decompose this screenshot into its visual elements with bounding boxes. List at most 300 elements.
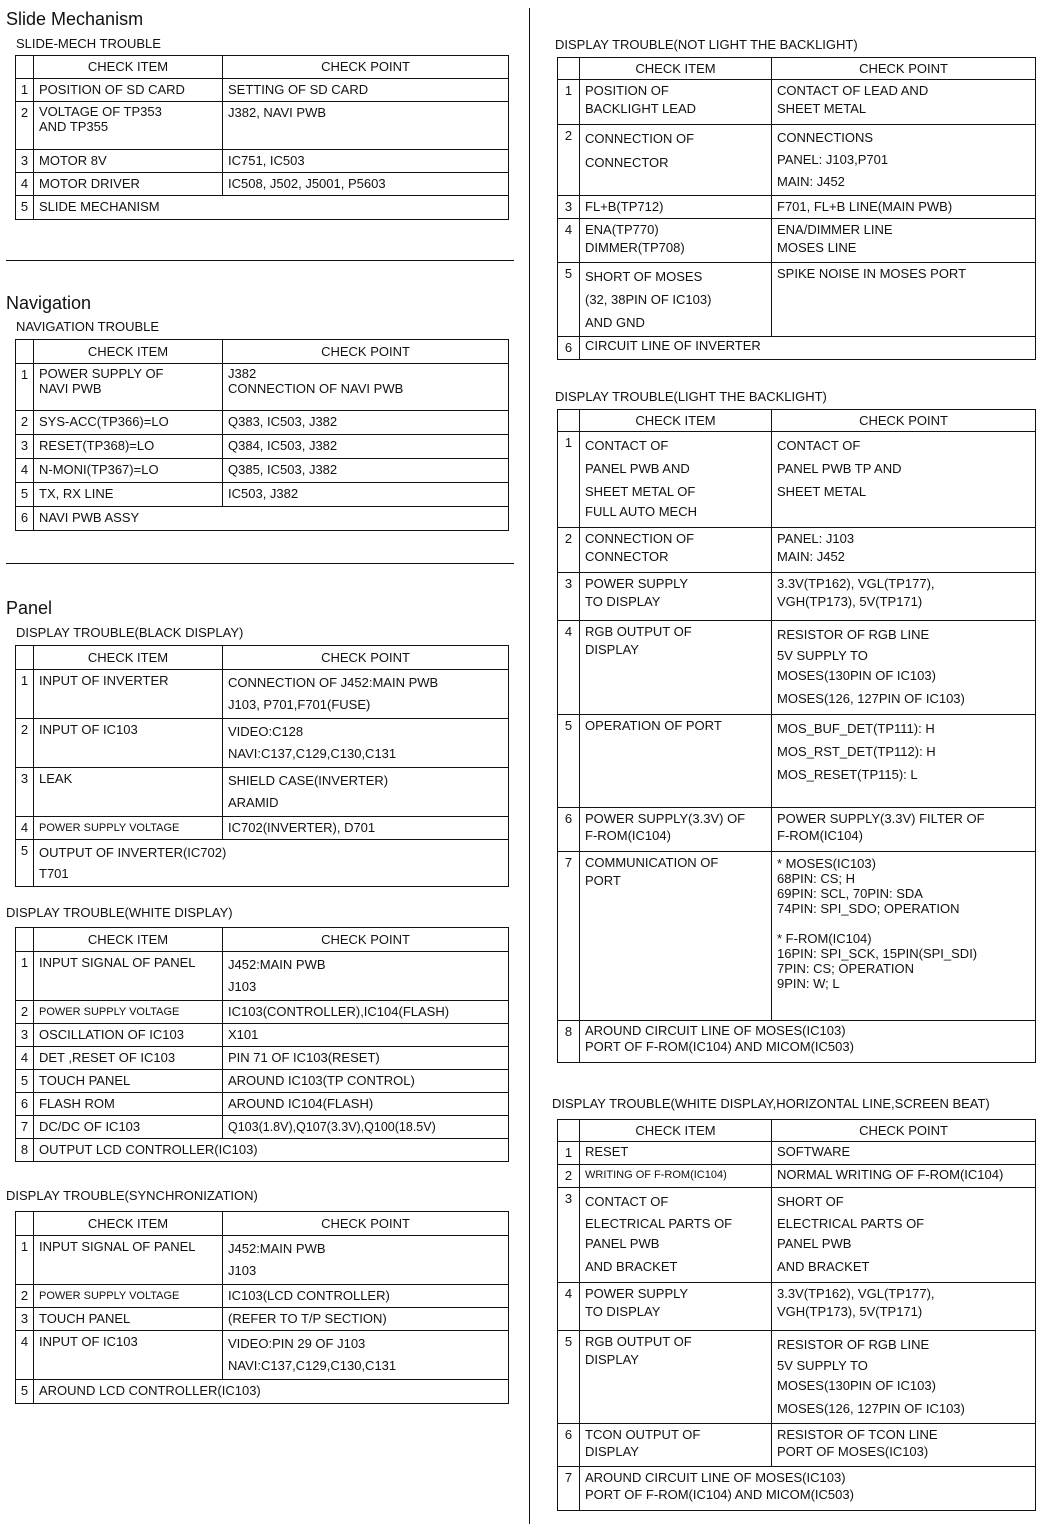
check-point — [772, 125, 1036, 196]
line: CONNECTOR — [585, 155, 669, 170]
line: F-ROM(IC104) — [585, 828, 671, 843]
line: VGH(TP173), 5V(TP171) — [777, 1304, 923, 1319]
table-row — [16, 411, 509, 435]
table-row — [558, 852, 1036, 1021]
table-title-slide-mech: SLIDE-MECH TROUBLE — [16, 36, 161, 51]
line: RESISTOR OF TCON LINE — [777, 1427, 938, 1442]
line: ENA/DIMMER LINE — [777, 222, 893, 237]
check-item: MOTOR 8V — [34, 150, 223, 173]
row-number: 2 — [16, 719, 34, 768]
line: PANEL PWB — [585, 1236, 660, 1251]
table-row — [558, 1021, 1036, 1063]
check-item: N-MONI(TP367)=LO — [34, 459, 223, 483]
row-number: 4 — [558, 1283, 580, 1331]
check-item — [34, 102, 223, 150]
line: CONTACT OF LEAD AND — [777, 83, 929, 98]
row-number: 5 — [16, 1070, 34, 1093]
line: RESISTOR OF RGB LINE — [777, 627, 930, 642]
line: MOSES(130PIN OF IC103) — [777, 668, 936, 683]
row-number: 4 — [558, 621, 580, 715]
line: TO DISPLAY — [585, 594, 661, 609]
check-point — [772, 432, 1036, 528]
table-header — [16, 928, 509, 952]
line: ARAMID — [228, 795, 279, 810]
check-item — [580, 573, 772, 621]
table-row — [558, 432, 1036, 528]
line: 74PIN: SPI_SDO; OPERATION — [777, 901, 960, 916]
table-row — [16, 364, 509, 411]
row-number: 2 — [558, 1165, 580, 1188]
check-item — [580, 852, 772, 1021]
line: VGH(TP173), 5V(TP171) — [777, 594, 923, 609]
check-item — [580, 432, 772, 528]
check-item-span: OUTPUT LCD CONTROLLER(IC103) — [34, 1139, 509, 1162]
row-number: 2 — [558, 528, 580, 573]
check-point — [772, 852, 1036, 1021]
check-item: SYS-ACC(TP366)=LO — [34, 411, 223, 435]
check-point: IC702(INVERTER), D701 — [223, 817, 509, 840]
check-point: Q383, IC503, J382 — [223, 411, 509, 435]
check-item: RESET — [580, 1142, 772, 1165]
check-item: INPUT OF IC103 — [34, 719, 223, 768]
line: 16PIN: SPI_SCK, 15PIN(SPI_SDI) — [777, 946, 978, 961]
line: PANEL: J103,P701 — [777, 152, 889, 167]
table-row — [16, 768, 509, 817]
section-title-slide-mechanism: Slide Mechanism — [6, 9, 144, 29]
row-number: 1 — [558, 80, 580, 125]
table-row — [16, 102, 509, 150]
line: J452:MAIN PWB — [228, 957, 326, 972]
line: TCON OUTPUT OF — [585, 1427, 701, 1442]
table-row — [16, 1308, 509, 1331]
check-item-span: AROUND LCD CONTROLLER(IC103) — [34, 1380, 509, 1404]
light-backlight-table — [557, 409, 1036, 1063]
line: PANEL PWB TP AND — [777, 461, 902, 476]
line: SHORT OF — [777, 1194, 844, 1209]
table-row — [558, 196, 1036, 219]
line: SHIELD CASE(INVERTER) — [228, 773, 389, 788]
row-number: 7 — [558, 852, 580, 1021]
table-row — [558, 125, 1036, 196]
row-number: 1 — [16, 364, 34, 411]
check-item: INPUT OF INVERTER — [34, 670, 223, 719]
check-item: TOUCH PANEL — [34, 1070, 223, 1093]
line: SHEET METAL OF — [585, 484, 696, 499]
line: PANEL PWB — [777, 1236, 852, 1251]
line: COMMUNICATION OF — [585, 855, 719, 870]
slide-mech-table — [15, 55, 509, 220]
header-no — [16, 1212, 34, 1236]
check-point: NORMAL WRITING OF F-ROM(IC104) — [772, 1165, 1036, 1188]
check-item — [580, 219, 772, 263]
table-row — [16, 817, 509, 840]
check-item — [580, 80, 772, 125]
row-number: 6 — [16, 507, 34, 531]
line: CONTACT OF — [585, 1194, 669, 1209]
line: PORT — [585, 873, 621, 888]
table-row — [16, 483, 509, 507]
check-point — [772, 621, 1036, 715]
line: CONNECTOR — [585, 549, 669, 564]
line: CONNECTION OF NAVI PWB — [228, 381, 404, 396]
table-title-black-display: DISPLAY TROUBLE(BLACK DISPLAY) — [16, 625, 244, 640]
check-point — [223, 952, 509, 1001]
table-row — [558, 1188, 1036, 1283]
check-point — [772, 715, 1036, 808]
check-point — [223, 719, 509, 768]
line: MOS_RESET(TP115): L — [777, 767, 918, 782]
line: POWER SUPPLY — [585, 576, 689, 591]
check-item-span — [580, 1021, 1036, 1063]
check-item: INPUT OF IC103 — [34, 1331, 223, 1380]
line: CONNECTIONS — [777, 130, 874, 145]
check-item: POWER SUPPLY VOLTAGE — [34, 1001, 223, 1024]
line: MAIN: J452 — [777, 174, 845, 189]
line: J103 — [228, 979, 257, 994]
header-check-item: CHECK ITEM — [34, 1212, 223, 1236]
header-no — [558, 410, 580, 432]
check-item: FLASH ROM — [34, 1093, 223, 1116]
check-item-span: CIRCUIT LINE OF INVERTER — [580, 337, 1036, 360]
line: 9PIN: W; L — [777, 976, 840, 991]
table-row — [558, 219, 1036, 263]
header-no — [16, 646, 34, 670]
table-row — [558, 715, 1036, 808]
line: * F-ROM(IC104) — [777, 931, 872, 946]
check-point — [223, 364, 509, 411]
header-check-item: CHECK ITEM — [580, 58, 772, 80]
header-no — [16, 56, 34, 79]
line: NAVI PWB — [39, 381, 102, 396]
table-row — [16, 1001, 509, 1024]
check-item-span — [580, 1467, 1036, 1511]
table-row — [16, 1285, 509, 1308]
table-row — [558, 1467, 1036, 1511]
line: 3.3V(TP162), VGL(TP177), — [777, 1286, 935, 1301]
header-check-point: CHECK POINT — [223, 56, 509, 79]
line: TO DISPLAY — [585, 1304, 661, 1319]
table-header — [16, 1212, 509, 1236]
check-item: TOUCH PANEL — [34, 1308, 223, 1331]
section-title-navigation: Navigation — [6, 293, 92, 313]
table-title-synchronization: DISPLAY TROUBLE(SYNCHRONIZATION) — [6, 1188, 258, 1203]
horizontal-line-table — [557, 1119, 1036, 1511]
row-number: 8 — [558, 1021, 580, 1063]
check-item: OSCILLATION OF IC103 — [34, 1024, 223, 1047]
line: * MOSES(IC103) — [777, 856, 876, 871]
table-header — [558, 410, 1036, 432]
line: MOSES LINE — [777, 240, 857, 255]
table-row — [16, 507, 509, 531]
table-row — [16, 1331, 509, 1380]
row-number: 5 — [558, 1331, 580, 1424]
header-check-point: CHECK POINT — [223, 646, 509, 670]
line: 5V SUPPLY TO — [777, 648, 868, 663]
table-row — [558, 263, 1036, 337]
table-row — [16, 459, 509, 483]
table-row — [16, 150, 509, 173]
line: RGB OUTPUT OF — [585, 1334, 692, 1349]
header-check-item: CHECK ITEM — [34, 928, 223, 952]
table-row — [16, 840, 509, 887]
line: VIDEO:C128 — [228, 724, 304, 739]
line: MAIN: J452 — [777, 549, 845, 564]
check-point — [772, 573, 1036, 621]
line: NAVI:C137,C129,C130,C131 — [228, 1358, 397, 1373]
line: DISPLAY — [585, 1444, 639, 1459]
check-point — [772, 1424, 1036, 1467]
row-number: 3 — [16, 150, 34, 173]
table-title-not-light-backlight: DISPLAY TROUBLE(NOT LIGHT THE BACKLIGHT) — [555, 37, 858, 52]
check-point — [772, 80, 1036, 125]
line: MOSES(126, 127PIN OF IC103) — [777, 1401, 965, 1416]
line: ENA(TP770) — [585, 222, 659, 237]
line: PORT OF MOSES(IC103) — [777, 1444, 929, 1459]
header-check-item: CHECK ITEM — [34, 56, 223, 79]
row-number: 2 — [16, 411, 34, 435]
line: VOLTAGE OF TP353 — [39, 104, 162, 119]
table-title-white-display: DISPLAY TROUBLE(WHITE DISPLAY) — [6, 905, 233, 920]
header-check-item: CHECK ITEM — [34, 646, 223, 670]
check-point: AROUND IC103(TP CONTROL) — [223, 1070, 509, 1093]
table-row — [558, 80, 1036, 125]
line: RESISTOR OF RGB LINE — [777, 1337, 930, 1352]
check-point — [223, 1331, 509, 1380]
table-row — [16, 435, 509, 459]
line: 68PIN: CS; H — [777, 871, 856, 886]
line: J103, P701,F701(FUSE) — [228, 697, 371, 712]
line: POWER SUPPLY(3.3V) OF — [585, 811, 746, 826]
table-row — [16, 1139, 509, 1162]
header-no — [16, 928, 34, 952]
check-item: DC/DC OF IC103 — [34, 1116, 223, 1139]
check-item — [580, 125, 772, 196]
check-item: TX, RX LINE — [34, 483, 223, 507]
line: CONNECTION OF — [585, 531, 695, 546]
check-point: SETTING OF SD CARD — [223, 79, 509, 102]
table-row — [16, 1116, 509, 1139]
table-row — [16, 173, 509, 196]
table-header — [16, 646, 509, 670]
check-item — [580, 263, 772, 337]
line: MOSES(130PIN OF IC103) — [777, 1378, 936, 1393]
row-number: 3 — [16, 1308, 34, 1331]
table-row — [558, 573, 1036, 621]
row-number: 2 — [16, 1285, 34, 1308]
line: VIDEO:PIN 29 OF J103 — [228, 1336, 366, 1351]
row-number: 3 — [16, 768, 34, 817]
line: CONNECTION OF J452:MAIN PWB — [228, 675, 439, 690]
check-point: IC508, J502, J5001, P5603 — [223, 173, 509, 196]
line: ELECTRICAL PARTS OF — [777, 1216, 925, 1231]
line: AND GND — [585, 315, 645, 330]
check-item-span: SLIDE MECHANISM — [34, 196, 509, 220]
line: 7PIN: CS; OPERATION — [777, 961, 915, 976]
row-number: 3 — [558, 196, 580, 219]
header-no — [558, 1120, 580, 1142]
line: 5V SUPPLY TO — [777, 1358, 868, 1373]
row-number: 5 — [16, 840, 34, 887]
line: CONTACT OF — [777, 438, 861, 453]
row-number: 6 — [16, 1093, 34, 1116]
table-row — [558, 1424, 1036, 1467]
row-number: 4 — [16, 459, 34, 483]
table-row — [558, 528, 1036, 573]
row-number: 1 — [558, 1142, 580, 1165]
check-item-span: NAVI PWB ASSY — [34, 507, 509, 531]
row-number: 3 — [16, 1024, 34, 1047]
header-check-item: CHECK ITEM — [580, 410, 772, 432]
row-number: 2 — [16, 1001, 34, 1024]
line: SHORT OF MOSES — [585, 269, 703, 284]
line: POWER SUPPLY OF — [39, 366, 164, 381]
check-item — [580, 808, 772, 852]
check-point: IC751, IC503 — [223, 150, 509, 173]
check-point: (REFER TO T/P SECTION) — [223, 1308, 509, 1331]
line: 3.3V(TP162), VGL(TP177), — [777, 576, 935, 591]
check-point — [772, 1188, 1036, 1283]
line: PORT OF F-ROM(IC104) AND MICOM(IC503) — [585, 1039, 854, 1054]
table-row — [16, 79, 509, 102]
table-title-horizontal-line: DISPLAY TROUBLE(WHITE DISPLAY,HORIZONTAL LINE,SCREEN BEAT) — [552, 1096, 990, 1111]
line: MOS_BUF_DET(TP111): H — [777, 721, 935, 736]
check-item: OPERATION OF PORT — [580, 715, 772, 808]
line: J382 — [228, 366, 257, 381]
check-point: IC103(CONTROLLER),IC104(FLASH) — [223, 1001, 509, 1024]
row-number: 4 — [558, 219, 580, 263]
check-point: Q103(1.8V),Q107(3.3V),Q100(18.5V) — [223, 1116, 509, 1139]
row-number: 1 — [16, 670, 34, 719]
row-number: 3 — [16, 435, 34, 459]
line: J452:MAIN PWB — [228, 1241, 326, 1256]
check-point — [772, 528, 1036, 573]
line: AROUND CIRCUIT LINE OF MOSES(IC103) — [585, 1470, 846, 1485]
table-row — [558, 621, 1036, 715]
row-number: 6 — [558, 1424, 580, 1467]
line: 69PIN: SCL, 70PIN: SDA — [777, 886, 923, 901]
row-number: 1 — [16, 79, 34, 102]
row-number: 6 — [558, 808, 580, 852]
row-number: 2 — [16, 102, 34, 150]
line: F-ROM(IC104) — [777, 828, 863, 843]
row-number: 5 — [16, 196, 34, 220]
row-number: 7 — [558, 1467, 580, 1511]
section-divider — [6, 260, 514, 261]
row-number: 5 — [558, 715, 580, 808]
table-row — [558, 337, 1036, 360]
check-item: INPUT SIGNAL OF PANEL — [34, 1236, 223, 1285]
table-row — [16, 1093, 509, 1116]
line: POSITION OF — [585, 83, 669, 98]
header-check-point: CHECK POINT — [772, 1120, 1036, 1142]
header-check-item: CHECK ITEM — [34, 340, 223, 364]
check-item — [580, 1331, 772, 1424]
line: DISPLAY — [585, 1352, 639, 1367]
table-row — [558, 1283, 1036, 1331]
section-divider — [6, 563, 514, 564]
line: BACKLIGHT LEAD — [585, 101, 697, 116]
check-point: PIN 71 OF IC103(RESET) — [223, 1047, 509, 1070]
header-check-item: CHECK ITEM — [580, 1120, 772, 1142]
header-no — [558, 58, 580, 80]
check-item — [580, 528, 772, 573]
black-display-table — [15, 645, 509, 887]
table-row — [558, 808, 1036, 852]
check-point: Q384, IC503, J382 — [223, 435, 509, 459]
table-header — [16, 56, 509, 79]
table-row — [16, 1047, 509, 1070]
table-row — [558, 1331, 1036, 1424]
line: J103 — [228, 1263, 257, 1278]
check-item: RESET(TP368)=LO — [34, 435, 223, 459]
row-number: 4 — [16, 1047, 34, 1070]
line: AND TP355 — [39, 119, 109, 134]
line: CONNECTION OF — [585, 131, 695, 146]
table-header — [16, 340, 509, 364]
check-point — [223, 1236, 509, 1285]
table-row — [16, 670, 509, 719]
line: T701 — [39, 866, 69, 881]
check-point: J382, NAVI PWB — [223, 102, 509, 150]
header-check-point: CHECK POINT — [223, 928, 509, 952]
row-number: 1 — [558, 432, 580, 528]
check-point: SOFTWARE — [772, 1142, 1036, 1165]
check-item: POWER SUPPLY VOLTAGE — [34, 1285, 223, 1308]
line: CONTACT OF — [585, 438, 669, 453]
row-number: 5 — [16, 483, 34, 507]
row-number: 5 — [16, 1380, 34, 1404]
check-item — [580, 621, 772, 715]
check-item: POWER SUPPLY VOLTAGE — [34, 817, 223, 840]
not-light-backlight-table — [557, 57, 1036, 360]
check-item — [34, 364, 223, 411]
row-number: 1 — [16, 952, 34, 1001]
check-point — [772, 1331, 1036, 1424]
check-item — [580, 1283, 772, 1331]
line: AROUND CIRCUIT LINE OF MOSES(IC103) — [585, 1023, 846, 1038]
line: POWER SUPPLY(3.3V) FILTER OF — [777, 811, 985, 826]
line: DIMMER(TP708) — [585, 240, 685, 255]
header-check-point: CHECK POINT — [223, 340, 509, 364]
table-row — [16, 1236, 509, 1285]
white-display-table — [15, 927, 509, 1162]
check-point: X101 — [223, 1024, 509, 1047]
line: PANEL PWB AND — [585, 461, 690, 476]
row-number: 4 — [16, 173, 34, 196]
check-item: WRITING OF F-ROM(IC104) — [580, 1165, 772, 1188]
table-row — [16, 196, 509, 220]
table-row — [558, 1165, 1036, 1188]
header-check-point: CHECK POINT — [772, 58, 1036, 80]
row-number: 4 — [16, 1331, 34, 1380]
check-point: SPIKE NOISE IN MOSES PORT — [772, 263, 1036, 337]
table-header — [558, 58, 1036, 80]
table-header — [558, 1120, 1036, 1142]
spacer — [777, 916, 1030, 931]
line: FULL AUTO MECH — [585, 504, 697, 519]
check-item: POSITION OF SD CARD — [34, 79, 223, 102]
check-item: INPUT SIGNAL OF PANEL — [34, 952, 223, 1001]
table-row — [558, 1142, 1036, 1165]
row-number: 2 — [558, 125, 580, 196]
check-item: MOTOR DRIVER — [34, 173, 223, 196]
table-row — [16, 952, 509, 1001]
row-number: 4 — [16, 817, 34, 840]
check-point — [772, 808, 1036, 852]
line: (32, 38PIN OF IC103) — [585, 292, 712, 307]
line: AND BRACKET — [585, 1259, 678, 1274]
row-number: 8 — [16, 1139, 34, 1162]
